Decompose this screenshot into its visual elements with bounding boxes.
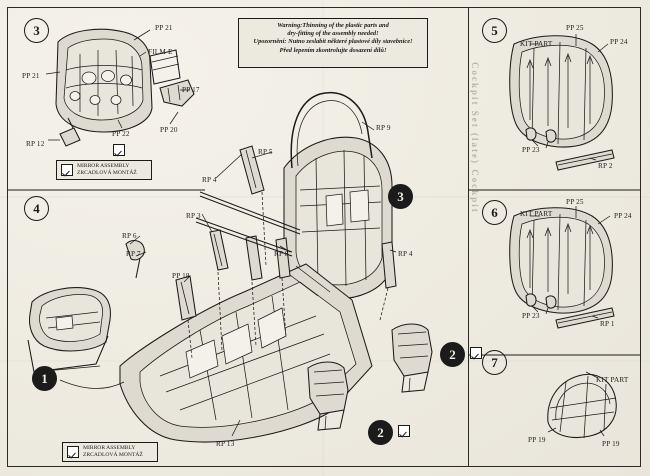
checkbox-icon xyxy=(113,144,125,156)
mirror-note-bottom xyxy=(62,442,158,462)
part-label-rp3: RP 3 xyxy=(186,212,201,220)
mirror-note-text xyxy=(77,163,137,177)
part-label-pp19-b: PP 19 xyxy=(602,440,620,448)
mirror-note-en: MIRROR ASSEMBLY xyxy=(83,445,136,452)
part-label-pp22: PP 22 xyxy=(112,130,130,138)
part-label-kit-part-6: KIT PART xyxy=(520,210,553,218)
part-label-pp25-b: PP 25 xyxy=(566,198,584,206)
checkbox-icon xyxy=(61,164,73,176)
part-label-rp6: RP 6 xyxy=(122,232,137,240)
step-marker-2-a: 2 xyxy=(440,342,465,367)
mirror-note-text xyxy=(83,445,143,459)
part-label-pp23-b: PP 23 xyxy=(522,312,540,320)
part-label-rp12: RP 12 xyxy=(26,140,45,148)
panel-number-4: 4 xyxy=(24,196,49,221)
step2b-check xyxy=(398,424,410,442)
part-label-pp23-a: PP 23 xyxy=(522,146,540,154)
warning-line-3: Upozornění: Nutno zeslabit některé plastové díly stavebnice! xyxy=(253,38,413,46)
warning-line-2: dry-fitting of the assembly needed! xyxy=(287,30,379,38)
part-label-rp13: RP 13 xyxy=(216,440,235,448)
part-label-pp21-a: PP 21 xyxy=(155,24,173,32)
panel3-check xyxy=(113,143,125,161)
part-label-pp21-b: PP 21 xyxy=(22,72,40,80)
step-marker-2-b: 2 xyxy=(368,420,393,445)
panel-number-6: 6 xyxy=(482,200,507,225)
mirror-note-top xyxy=(56,160,152,180)
warning-line-1: Warning:Thinning of the plastic parts and xyxy=(277,22,389,29)
part-label-kit-part-7: KIT PART xyxy=(596,376,629,384)
warning-line-4: Před lepením zkontrolujte dosazení dílů! xyxy=(279,46,387,54)
part-label-rp8: RP 8 xyxy=(274,250,289,258)
checkbox-icon xyxy=(67,446,79,458)
part-label-film-e: FILM E xyxy=(148,48,173,56)
part-label-rp7: RP 7 xyxy=(126,250,141,258)
panel-number-7: 7 xyxy=(482,350,507,375)
step-marker-3-inline: 3 xyxy=(388,184,413,209)
mirror-note-cz: ZRCADLOVÁ MONTÁŽ xyxy=(77,170,137,176)
part-label-pp25-a: PP 25 xyxy=(566,24,584,32)
step-marker-1: 1 xyxy=(32,366,57,391)
step2a-check xyxy=(470,346,482,364)
part-label-pp17: PP 17 xyxy=(182,86,200,94)
part-label-rp9: RP 9 xyxy=(376,124,391,132)
part-label-kit-part-5: KIT PART xyxy=(520,40,553,48)
panel-number-5: 5 xyxy=(482,18,507,43)
part-label-rp1: RP 1 xyxy=(600,320,615,328)
part-label-pp18: PP 18 xyxy=(172,272,190,280)
part-label-pp24-b: PP 24 xyxy=(614,212,632,220)
part-label-rp4-b: RP 4 xyxy=(398,250,413,258)
part-label-pp19-a: PP 19 xyxy=(528,436,546,444)
mirror-note-en: MIRROR ASSEMBLY xyxy=(77,163,130,170)
ghost-text: Cockpit Set (late) Cockpit xyxy=(470,62,480,214)
part-label-pp20: PP 20 xyxy=(160,126,178,134)
part-label-pp24-a: PP 24 xyxy=(610,38,628,46)
warning-box xyxy=(238,18,428,68)
part-label-rp2: RP 2 xyxy=(598,162,613,170)
checkbox-icon xyxy=(398,425,410,437)
panel-number-3: 3 xyxy=(24,18,49,43)
part-label-rp5: RP 5 xyxy=(258,148,273,156)
mirror-note-cz: ZRCADLOVÁ MONTÁŽ xyxy=(83,452,143,458)
part-label-rp4-a: RP 4 xyxy=(202,176,217,184)
checkbox-icon xyxy=(470,347,482,359)
